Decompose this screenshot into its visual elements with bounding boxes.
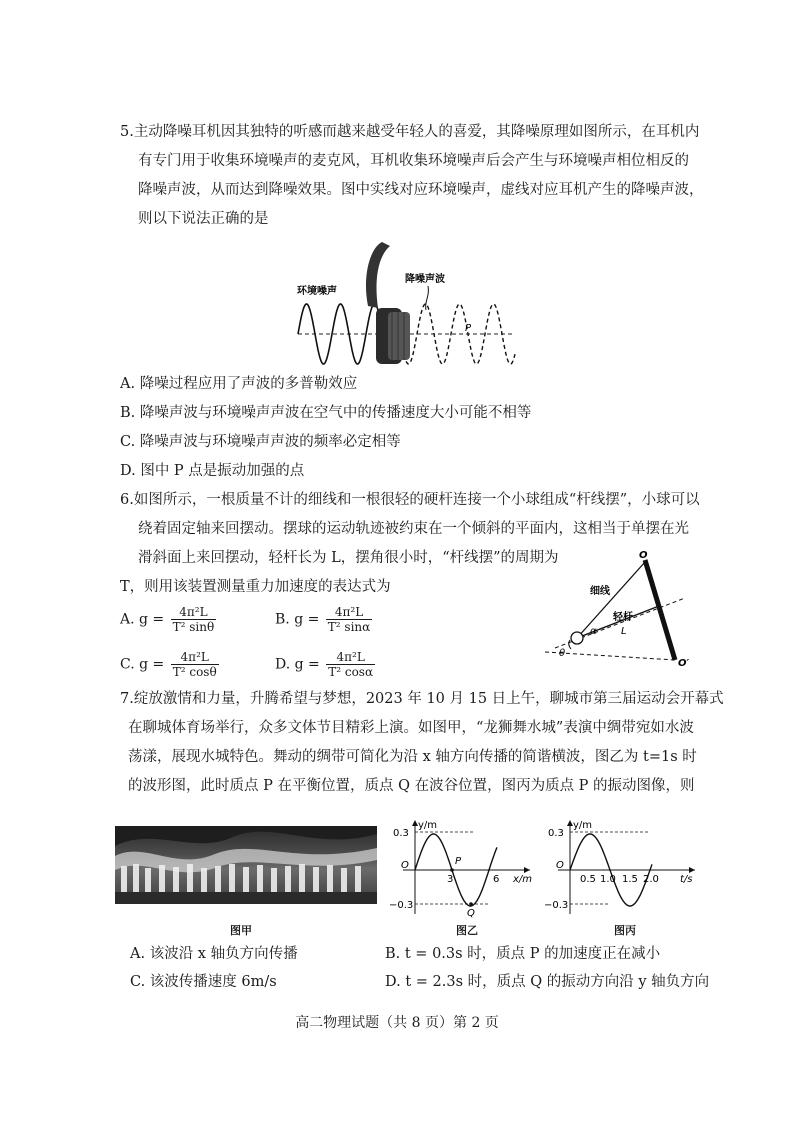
label-rod: 轻杆 (613, 612, 633, 623)
graph-b-xlabel: x/m (513, 874, 533, 885)
q6-line-1: 6.如图所示，一根质量不计的细线和一根很轻的硬杆连接一个小球组成“杆线摆”，小球可以 (120, 492, 700, 508)
graph-b-origin: O (401, 860, 409, 871)
q5-figure-headphone-waves (280, 236, 530, 376)
graph-b-point-p: P (455, 856, 462, 867)
graph-c-tick-10: 1.0 (600, 874, 616, 885)
q6-option-c-prefix: C. g = (120, 656, 165, 673)
q5-option-a: A. 降噪过程应用了声波的多普勒效应 (120, 376, 358, 392)
graph-c-tick-05: 0.5 (580, 874, 596, 885)
q5-line-3: 降噪声波，从而达到降噪效果。图中实线对应环境噪声，虚线对应耳机产生的降噪声波， (138, 182, 704, 198)
q7-line-4: 的波形图，此时质点 P 在平衡位置，质点 Q 在波谷位置，图丙为质点 P 的振动图像，则 (128, 778, 695, 794)
q7-line-2: 在聊城体育场举行，众多文体节目精彩上演。如图甲，“龙狮舞水城”表演中绸带宛如水波 (128, 720, 694, 736)
label-o-prime: O′ (678, 658, 690, 669)
q7-option-d: D. t = 2.3s 时，质点 Q 的振动方向沿 y 轴负方向 (385, 974, 710, 990)
label-point-p: P (465, 323, 472, 334)
caption-fig-c: 图丙 (614, 924, 636, 937)
graph-b-tick-3: 3 (447, 874, 454, 885)
q6-option-a-num: 4π²L (171, 605, 217, 620)
graph-b-ybot: −0.3 (389, 900, 414, 911)
q7-line-3: 荡漾，展现水城特色。舞动的绸带可简化为沿 x 轴方向传播的简谐横波，图乙为 t=1s 时 (128, 749, 697, 765)
q6-option-a-prefix: A. g = (120, 611, 165, 628)
q7-option-a: A. 该波沿 x 轴负方向传播 (130, 946, 298, 962)
q7-option-c: C. 该波传播速度 6m/s (130, 974, 277, 990)
page-footer: 高二物理试题（共 8 页）第 2 页 (295, 1015, 499, 1031)
label-o: O (639, 550, 648, 561)
label-alpha: α (590, 626, 597, 637)
graph-c-xlabel: t/s (680, 874, 693, 885)
q6-option-b (275, 605, 372, 634)
q6-line-2: 绕着固定轴来回摆动。摆球的运动轨迹被约束在一个倾斜的平面内，这相当于单摆在光 (138, 521, 689, 537)
q5-option-b: B. 降噪声波与环境噪声声波在空气中的传播速度大小可能不相等 (120, 405, 532, 421)
q6-line-3: 滑斜面上来回摆动，轻杆长为 L，摆角很小时，“杆线摆”的周期为 (138, 550, 559, 566)
q6-option-c (120, 650, 219, 679)
graph-b-ytop: 0.3 (393, 828, 409, 839)
q7-line-1: 7.绽放激情和力量，升腾希望与梦想，2023 年 10 月 15 日上午，聊城市第三届运动会开幕式 (120, 691, 724, 707)
label-env-noise: 环境噪声 (297, 286, 337, 297)
q6-option-b-num: 4π²L (326, 605, 372, 620)
graph-c-ylabel: y/m (573, 820, 593, 831)
q7-option-b: B. t = 0.3s 时，质点 P 的加速度正在减小 (385, 946, 661, 962)
graph-b-point-q: Q (467, 908, 475, 918)
q6-option-b-prefix: B. g = (275, 611, 320, 628)
graph-c-origin: O (556, 860, 564, 871)
q6-option-a (120, 605, 216, 634)
label-theta: θ (559, 648, 566, 659)
q6-option-a-den: T² sinθ (172, 620, 215, 634)
graph-c-tick-20: 2.0 (643, 874, 659, 885)
q6-option-c-den: T² cosθ (172, 665, 217, 679)
q6-line-4: T，则用该装置测量重力加速度的表达式为 (120, 579, 391, 595)
graph-c-ybot: −0.3 (544, 900, 569, 911)
q6-option-d-den: T² cosα (328, 665, 374, 679)
graph-b-tick-6: 6 (493, 874, 500, 885)
q6-option-d-num: 4π²L (326, 650, 375, 665)
graph-b-ylabel: y/m (418, 820, 438, 831)
q6-figure-rod-pendulum (535, 548, 695, 673)
q6-option-b-den: T² sinα (327, 620, 371, 634)
caption-fig-a: 图甲 (230, 924, 252, 937)
label-anti-noise: 降噪声波 (405, 274, 445, 285)
q6-option-d (275, 650, 375, 679)
q7-graph-vibration (540, 818, 700, 918)
q5-line-2: 有专门用于收集环境噪声的麦克风，耳机收集环境噪声后会产生与环境噪声相位相反的 (138, 153, 689, 169)
q5-line-4: 则以下说法正确的是 (138, 211, 269, 227)
label-string: 细线 (590, 586, 610, 597)
q5-option-c: C. 降噪声波与环境噪声声波的频率必定相等 (120, 434, 401, 450)
q6-option-d-prefix: D. g = (275, 656, 320, 673)
q7-graph-waveform (385, 818, 535, 918)
graph-c-tick-15: 1.5 (622, 874, 638, 885)
caption-fig-b: 图乙 (456, 924, 478, 937)
q6-option-c-num: 4π²L (171, 650, 219, 665)
label-length-l: L (621, 626, 627, 637)
q5-option-d: D. 图中 P 点是振动加强的点 (120, 463, 305, 479)
graph-c-ytop: 0.3 (548, 828, 564, 839)
q5-line-1: 5.主动降噪耳机因其独特的听感而越来越受年轻人的喜爱，其降噪原理如图所示，在耳机内 (120, 124, 700, 140)
q7-photo-dragon-lion-dance (115, 826, 377, 904)
